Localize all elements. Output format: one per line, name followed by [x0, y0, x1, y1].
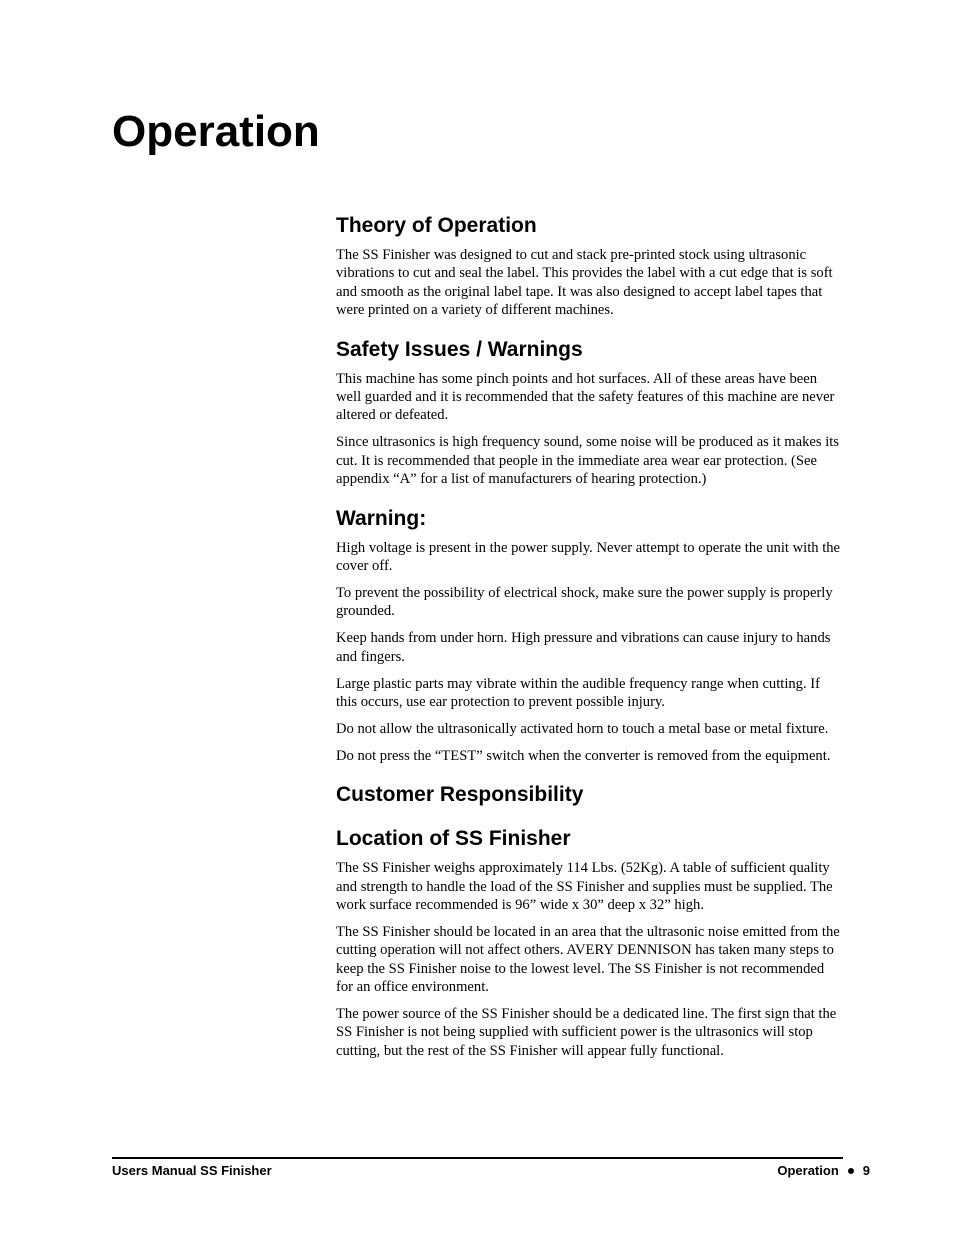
page-footer: [112, 1157, 870, 1178]
paragraph: The SS Finisher was designed to cut and stack pre-printed stock using ultrasonic vibrations to cut and seal the label. This provides the label with a cut edge that is soft and smooth as the original label tape. It was also designed to accept label tapes that were printed on a variety of different machines.: [336, 247, 833, 319]
heading-warning: Warning:: [336, 506, 427, 530]
paragraph: The SS Finisher weighs approximately 114 Lbs. (52Kg). A table of sufficient quality and strength to handle the load of the SS Finisher and supplies must be supplied. The work surface recommended is 96” wide x 30” deep x 32” high.: [336, 860, 833, 913]
footer-page-info: [777, 1163, 870, 1179]
footer-page-number: 9: [862, 1163, 870, 1178]
paragraph: This machine has some pinch points and hot surfaces. All of these areas have been well guarded and it is recommended that the safety features of this machine are never altered or defeated.: [336, 370, 835, 424]
bullet-icon: [848, 1168, 854, 1174]
paragraph: The SS Finisher should be located in an area that the ultrasonic noise emitted from the cutting operation will not affect others. AVERY DENNISON has taken many steps to keep the SS Finisher noise to the lowest level. The SS Finisher is not recommended for an office environment.: [336, 923, 840, 996]
paragraph: The power source of the SS Finisher should be a dedicated line. The first sign that the SS Finisher is not being supplied with sufficient power is the ultrasonics will stop cutting, but the rest of the SS Finisher will appear fully functional.: [336, 1005, 837, 1059]
paragraph: To prevent the possibility of electrical shock, make sure the power supply is properly grounded.: [336, 584, 833, 620]
paragraph: High voltage is present in the power supply. Never attempt to operate the unit with the cover off.: [336, 539, 841, 574]
heading-location: Location of SS Finisher: [336, 827, 571, 851]
paragraph: Keep hands from under horn. High pressure and vibrations can cause injury to hands and fingers.: [336, 630, 831, 665]
footer-manual-title: Users Manual SS Finisher: [112, 1163, 272, 1178]
heading-customer-responsibility: Customer Responsibility: [336, 783, 584, 807]
paragraph: Large plastic parts may vibrate within the audible frequency range when cutting. If this occurs, use ear protection to prevent possible injury.: [336, 675, 820, 710]
paragraph: Do not press the “TEST” switch when the converter is removed from the equipment.: [336, 747, 831, 764]
footer-section-name: Operation: [777, 1163, 839, 1178]
main-content: [336, 212, 842, 1069]
heading-safety-issues: Safety Issues / Warnings: [336, 337, 583, 361]
chapter-title: Operation: [112, 107, 320, 156]
heading-theory-of-operation: Theory of Operation: [336, 214, 537, 237]
paragraph: Since ultrasonics is high frequency sound, some noise will be produced as it makes its cut. It is recommended that people in the immediate area wear ear protection. (See appendix “A” for a list of manufacturers of hearing protection.): [336, 434, 839, 488]
paragraph: Do not allow the ultrasonically activated horn to touch a metal base or metal fixture.: [336, 720, 829, 737]
